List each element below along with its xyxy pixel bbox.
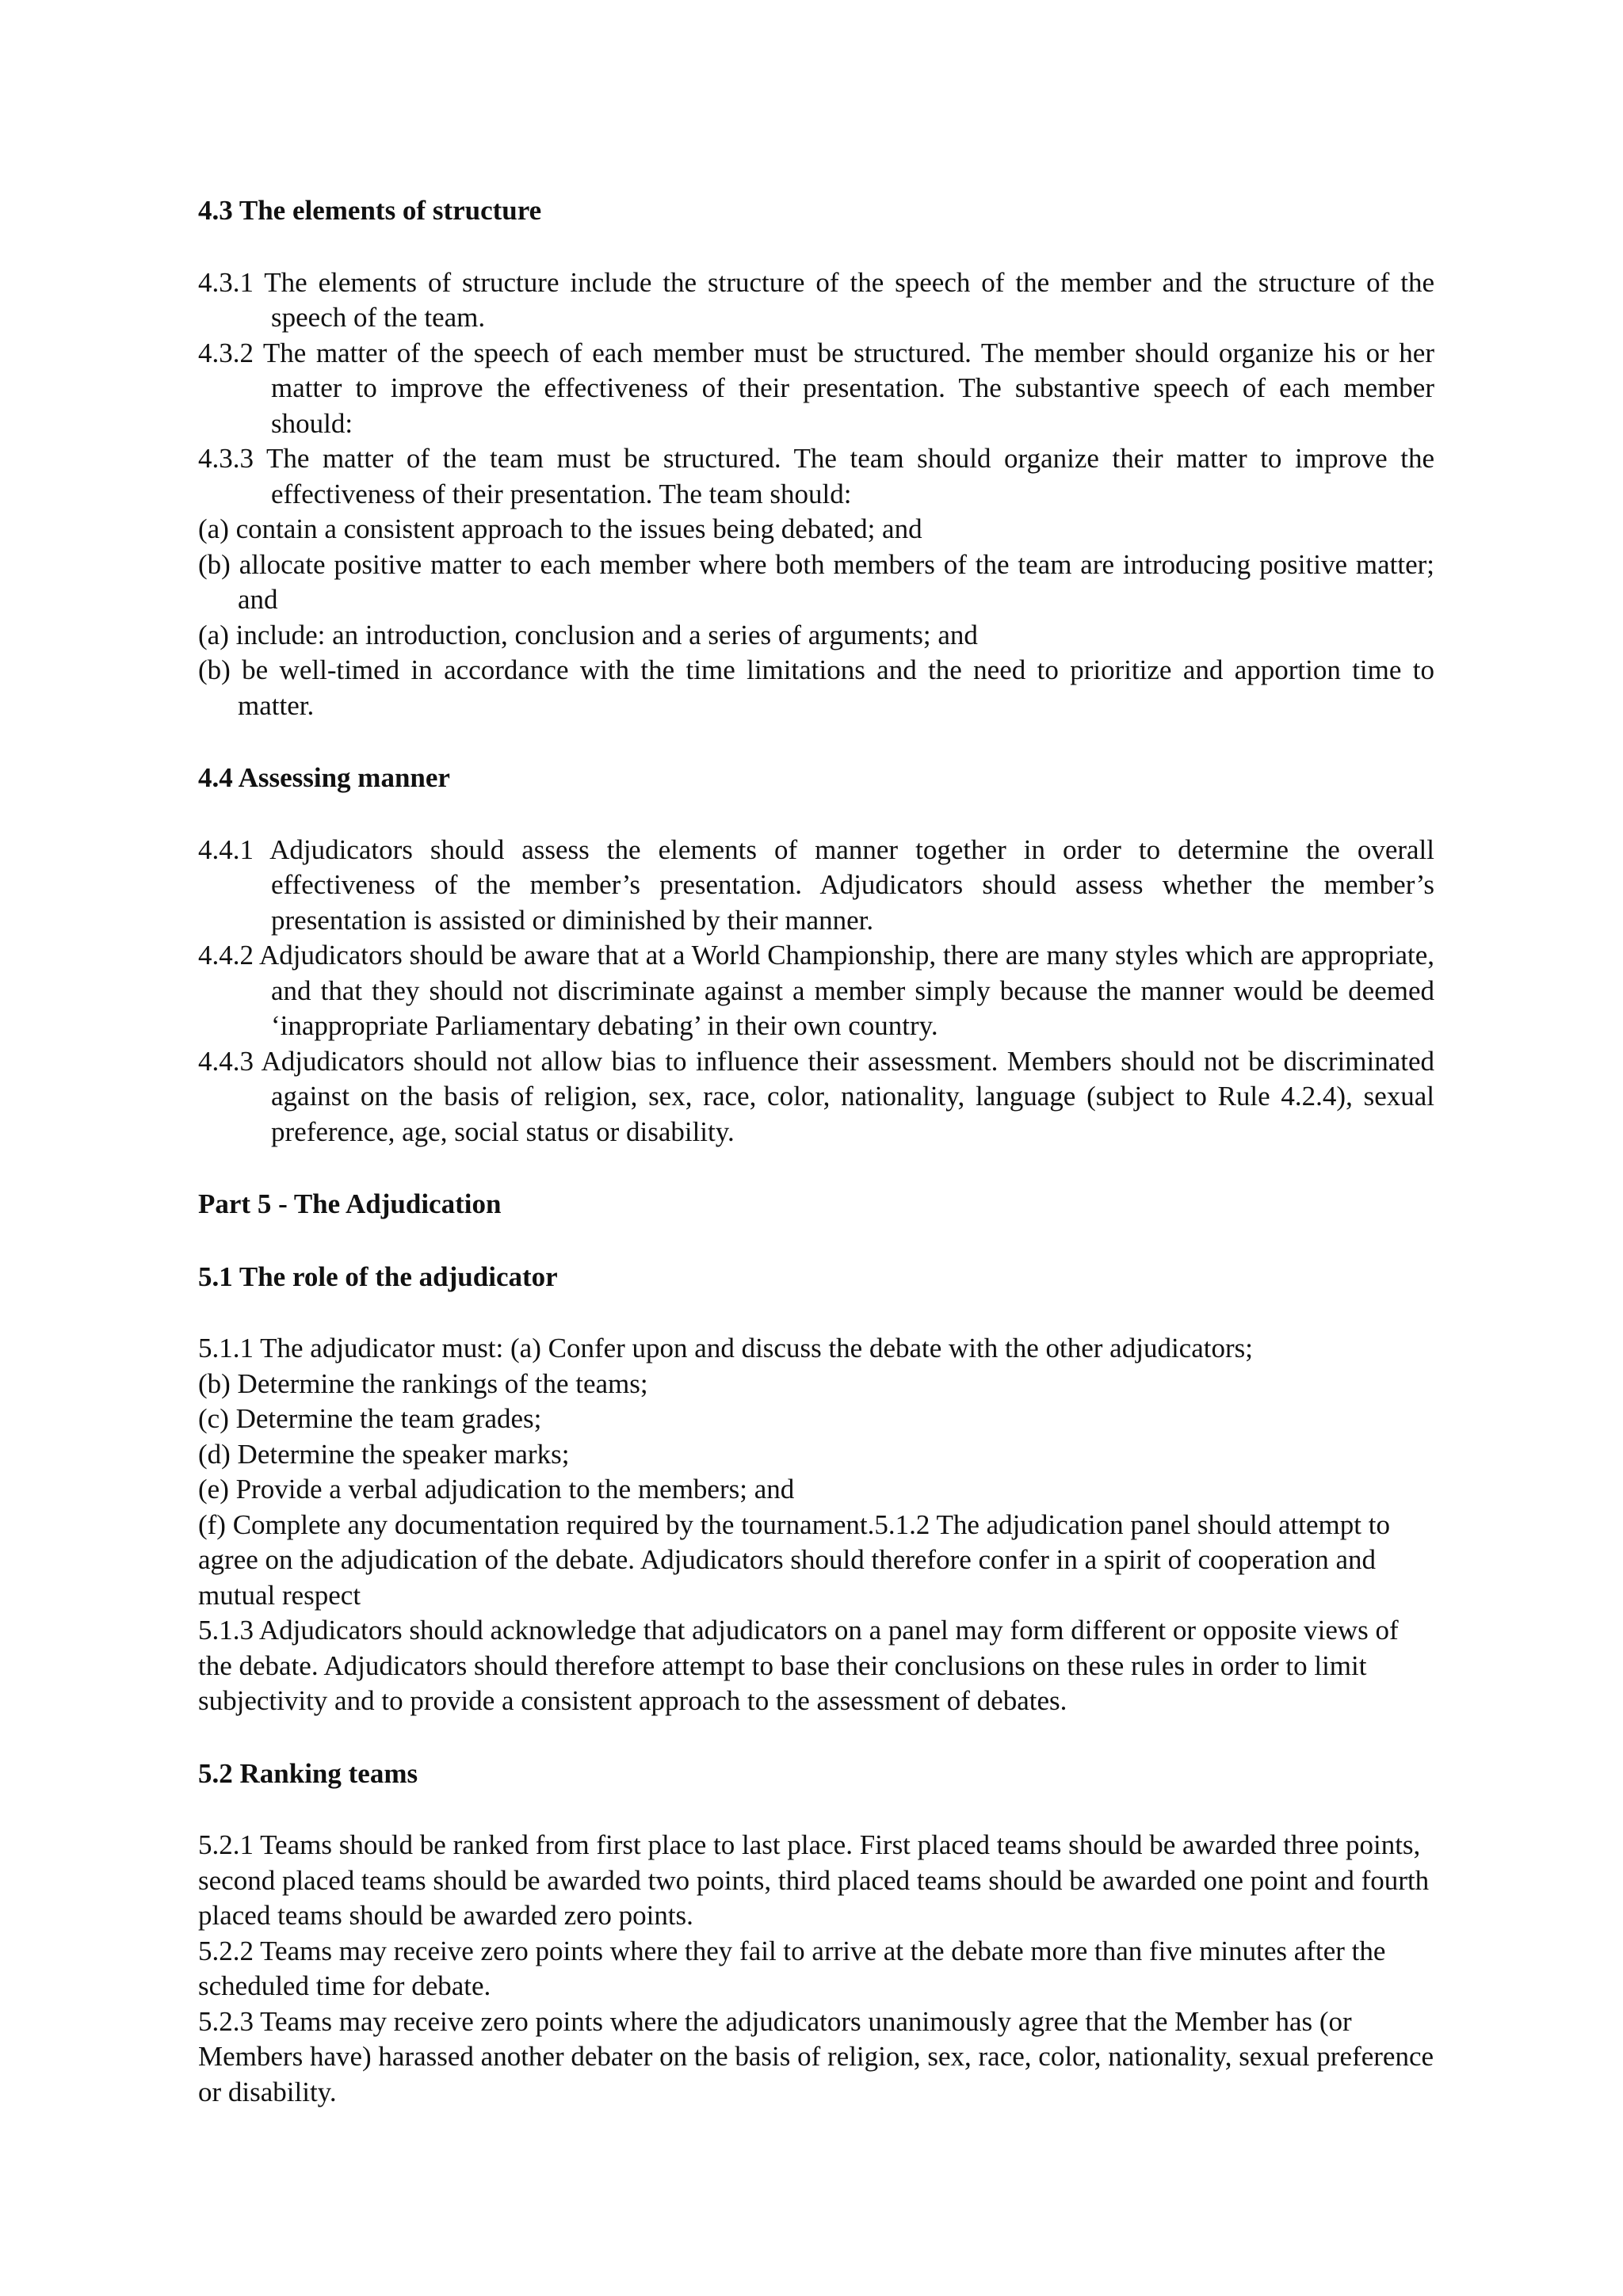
rule-4-4-1: 4.4.1 Adjudicators should assess the elements of manner together in order to determine the overall effectiveness of the member’s presentation. Adjudicators should assess whether the member’s presentation is assisted or diminished by their manner. bbox=[198, 833, 1434, 936]
spacer bbox=[198, 1719, 1434, 1756]
rule-5-1-1-c: (c) Determine the team grades; bbox=[198, 1403, 542, 1434]
rule-5-1-1-f: (f) Complete any documentation required by the tournament.5.1.2 The adjudication panel should attempt to agree on the adjudication of the debate. Adjudicators should therefore confer in a spirit of cooperation and mutual respect bbox=[198, 1508, 1390, 1611]
section-heading-5-1: 5.1 The role of the adjudicator bbox=[198, 1261, 558, 1292]
rule-5-2-3: 5.2.3 Teams may receive zero points where the adjudicators unanimously agree that the Member has (or Members have) harassed another debater on the basis of religion, sex, race, color, nationality, sexual preference or disability. bbox=[198, 2005, 1434, 2107]
spacer bbox=[198, 796, 1434, 833]
spacer bbox=[198, 1222, 1434, 1260]
rule-4-3-2: 4.3.2 The matter of the speech of each member must be structured. The member should organize his or her matter to improve the effectiveness of their presentation. The substantive speech of each member should: bbox=[198, 337, 1434, 439]
rule-4-4-3: 4.4.3 Adjudicators should not allow bias to influence their assessment. Members should not be discriminated against on the basis of religion, sex, race, color, nationality, language (subject to Rule 4.2.4), sexual preference, age, social status or disability. bbox=[198, 1045, 1434, 1147]
rule-5-2-1: 5.2.1 Teams should be ranked from first place to last place. First placed teams should be awarded three points, second placed teams should be awarded two points, third placed teams should be awarded one point and fourth placed teams should be awarded zero points. bbox=[198, 1829, 1430, 1931]
spacer bbox=[198, 723, 1434, 761]
rule-5-1-1-e: (e) Provide a verbal adjudication to the members; and bbox=[198, 1474, 795, 1505]
spacer bbox=[198, 1150, 1434, 1187]
rule-4-3-sub-b1: (b) allocate positive matter to each member where both members of the team are introducing positive matter; and bbox=[198, 548, 1434, 615]
rule-5-1-3: 5.1.3 Adjudicators should acknowledge that adjudicators on a panel may form different or opposite views of the debate. Adjudicators should therefore attempt to base their conclusions on these rules in order to limit subjectivity and to provide a consistent approach to the assessment of debates. bbox=[198, 1615, 1399, 1716]
section-heading-4-4: 4.4 Assessing manner bbox=[198, 762, 450, 793]
spacer bbox=[198, 229, 1434, 265]
part-heading-5: Part 5 - The Adjudication bbox=[198, 1188, 502, 1219]
rule-4-3-3: 4.3.3 The matter of the team must be structured. The team should organize their matter to improve the effectiveness of their presentation. The team should: bbox=[198, 443, 1434, 509]
rule-4-3-sub-a2: (a) include: an introduction, conclusion and a series of arguments; and bbox=[198, 619, 978, 650]
rule-5-2-2: 5.2.2 Teams may receive zero points where they fail to arrive at the debate more than five minutes after the scheduled time for debate. bbox=[198, 1935, 1386, 2001]
rule-4-3-sub-b2: (b) be well-timed in accordance with the time limitations and the need to prioritize and apportion time to matter. bbox=[198, 654, 1434, 721]
spacer bbox=[198, 1791, 1434, 1828]
section-heading-5-2: 5.2 Ranking teams bbox=[198, 1757, 418, 1789]
rule-5-1-1-b: (b) Determine the rankings of the teams; bbox=[198, 1367, 648, 1399]
rule-4-3-sub-a1: (a) contain a consistent approach to the issues being debated; and bbox=[198, 513, 922, 544]
rule-5-1-1: 5.1.1 The adjudicator must: (a) Confer upon and discuss the debate with the other adjudicators; bbox=[198, 1333, 1253, 1363]
section-heading-4-3: 4.3 The elements of structure bbox=[198, 195, 542, 226]
spacer bbox=[198, 1295, 1434, 1331]
rule-4-4-2: 4.4.2 Adjudicators should be aware that at a World Championship, there are many styles which are appropriate, and that they should not discriminate against a member simply because the manner would be deemed ‘inappropriate Parliamentary debating’ in their own country. bbox=[198, 940, 1434, 1041]
rule-4-3-1: 4.3.1 The elements of structure include the structure of the speech of the member and the structure of the speech of the team. bbox=[198, 266, 1434, 333]
rule-5-1-1-d: (d) Determine the speaker marks; bbox=[198, 1438, 570, 1470]
document-page bbox=[198, 193, 1434, 2110]
